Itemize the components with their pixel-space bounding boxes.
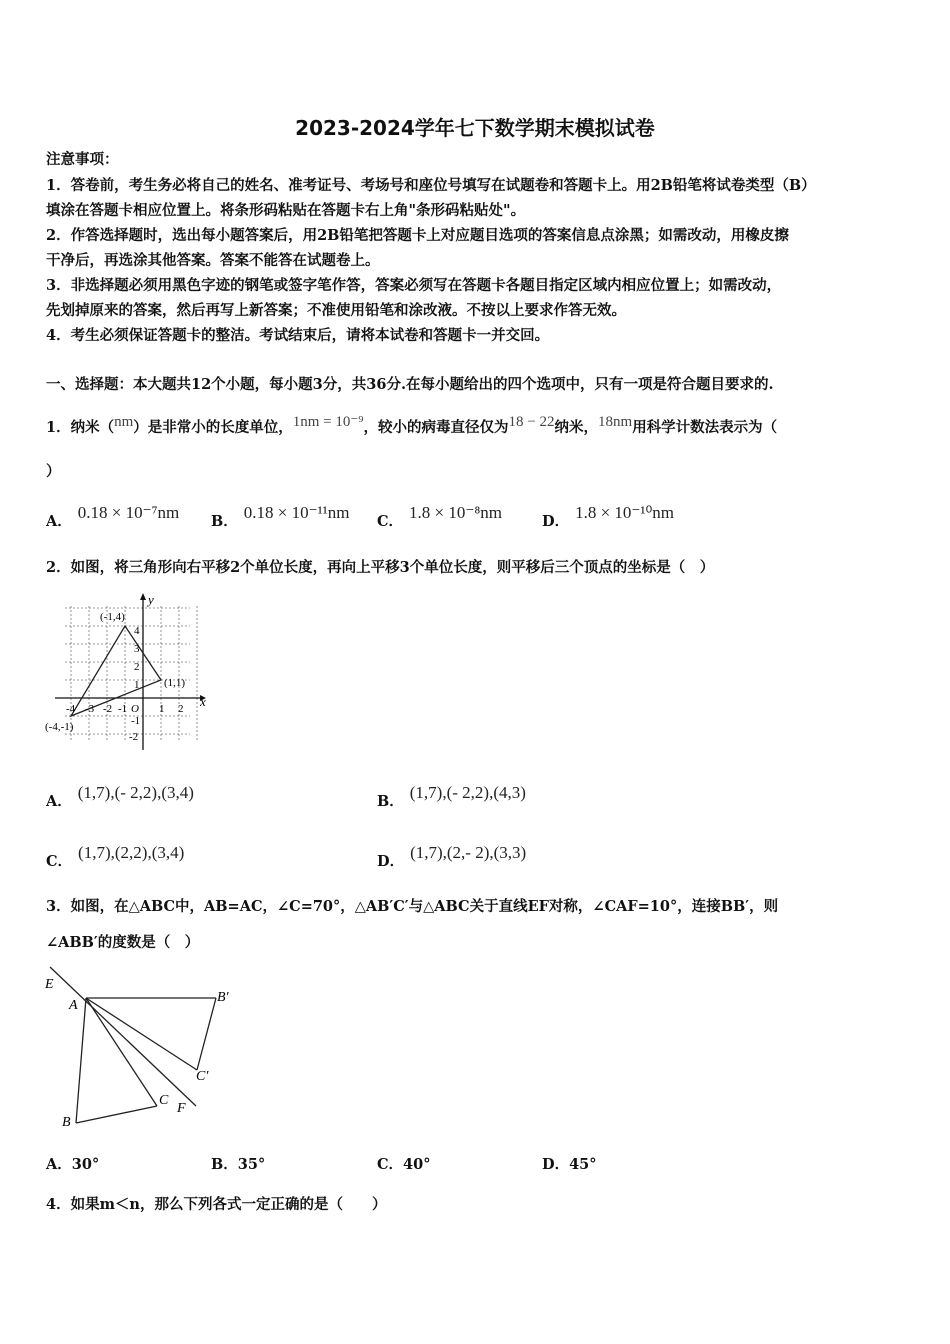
y-tick: -2 xyxy=(129,731,139,743)
option-letter: B． xyxy=(211,1156,238,1173)
option-letter: D． xyxy=(377,853,405,870)
y-tick: 4 xyxy=(134,625,140,637)
y-axis-label: y xyxy=(148,592,154,607)
x-tick: 2 xyxy=(178,703,184,715)
q1-math: 18 − 22 xyxy=(508,414,555,430)
vertex-label: (-1,4) xyxy=(100,611,125,623)
option-value: (1,7),(2,- 2),(3,3) xyxy=(410,843,527,862)
q1-math: 18nm xyxy=(598,414,633,430)
notice-line: 干净后，再选涂其他答案。答案不能答在试题卷上。 xyxy=(46,252,380,269)
notice-heading: 注意事项： xyxy=(46,151,119,168)
point-label-a: A xyxy=(69,998,78,1013)
y-tick: 3 xyxy=(134,643,140,655)
x-tick: -2 xyxy=(103,703,113,715)
notice-line: 填涂在答题卡相应位置上。将条形码粘贴在答题卡右上角"条形码粘贴处"。 xyxy=(46,202,526,219)
option-letter: A． xyxy=(46,793,72,810)
option-letter: C． xyxy=(377,513,404,530)
q1-option-a[interactable] xyxy=(46,503,180,531)
option-letter: D． xyxy=(542,1156,570,1173)
vertex-label: (1,1) xyxy=(164,677,186,689)
q1-option-b[interactable] xyxy=(211,503,350,531)
x-tick: 1 xyxy=(159,703,165,715)
option-letter: C． xyxy=(377,1156,404,1173)
option-value: 0.18 × 10⁻¹¹nm xyxy=(243,503,350,522)
option-value: 40° xyxy=(403,1156,431,1173)
y-tick: 1 xyxy=(134,679,140,691)
q2-option-a[interactable] xyxy=(46,783,194,811)
y-tick: 2 xyxy=(134,661,140,673)
question-1 xyxy=(46,412,777,438)
option-value: 0.18 × 10⁻⁷nm xyxy=(77,503,180,522)
x-tick: -3 xyxy=(85,703,95,715)
point-label-e: E xyxy=(45,977,54,992)
notice-line: 1．答卷前，考生务必将自己的姓名、准考证号、考场号和座位号填写在试题卷和答题卡上。用2B铅笔将试卷类型（B） xyxy=(46,177,816,194)
page-title: 2023-2024学年七下数学期末模拟试卷 xyxy=(295,116,655,140)
figure-lines xyxy=(50,967,216,1123)
coordinate-grid-figure xyxy=(40,590,210,755)
q1-text: 1．纳米（ xyxy=(46,418,115,436)
question-2: 2．如图，将三角形向右平移2个单位长度，再向上平移3个单位长度，则平移后三个顶点的坐标是（ ） xyxy=(46,559,715,576)
option-value: (1,7),(- 2,2),(3,4) xyxy=(77,783,194,802)
option-value: 45° xyxy=(569,1156,597,1173)
option-value: (1,7),(2,2),(3,4) xyxy=(78,843,185,862)
notice-line: 先划掉原来的答案，然后再写上新答案；不准使用铅笔和涂改液。不按以上要求作答无效。 xyxy=(46,302,626,319)
point-label-f: F xyxy=(177,1101,186,1116)
q1-math: nm xyxy=(114,414,134,430)
option-letter: A． xyxy=(46,1156,72,1173)
x-tick: -1 xyxy=(118,703,128,715)
x-tick: -4 xyxy=(66,703,76,715)
vertex-label: (-4,-1) xyxy=(45,721,74,733)
q2-option-b[interactable] xyxy=(377,783,526,811)
point-label-b: B xyxy=(62,1115,71,1130)
option-letter: B． xyxy=(377,793,404,810)
q2-option-c[interactable] xyxy=(46,843,185,871)
q1-text: 纳米， xyxy=(554,418,599,436)
option-letter: B． xyxy=(211,513,238,530)
point-label-b-prime: B′ xyxy=(217,990,229,1005)
notice-line: 2．作答选择题时，选出每小题答案后，用2B铅笔把答题卡上对应题目选项的答案信息点涂黑；如需改动，用橡皮擦 xyxy=(46,227,789,244)
q3-option-c[interactable] xyxy=(377,1153,430,1174)
q1-math: 1nm = 10⁻⁹ xyxy=(292,414,364,430)
origin-label: O xyxy=(131,703,139,715)
q1-text: ）是非常小的长度单位， xyxy=(133,418,293,436)
option-value: 35° xyxy=(237,1156,266,1173)
q1-option-d[interactable] xyxy=(542,503,675,531)
q1-text: 用科学计数法表示为（ xyxy=(632,418,778,436)
option-value: (1,7),(- 2,2),(4,3) xyxy=(409,783,526,802)
option-letter: D． xyxy=(542,513,570,530)
q3-option-d[interactable] xyxy=(542,1153,597,1174)
option-value: 1.8 × 10⁻⁸nm xyxy=(409,503,503,522)
x-axis-label: x xyxy=(200,694,206,709)
point-label-c: C xyxy=(159,1093,169,1108)
symmetry-triangle-figure xyxy=(40,960,240,1135)
q3-option-b[interactable] xyxy=(211,1153,265,1174)
question-3: 3．如图，在△ABC中，AB=AC，∠C=70°，△AB′C′与△ABC关于直线EF对称，∠CAF=10°，连接BB′，则 xyxy=(46,898,779,915)
q2-option-d[interactable] xyxy=(377,843,527,871)
option-value: 1.8 × 10⁻¹⁰nm xyxy=(575,503,675,522)
q1-text: ，较小的病毒直径仅为 xyxy=(363,418,509,436)
option-value: 30° xyxy=(71,1156,100,1173)
question-4: 4．如果m＜n，那么下列各式一定正确的是（ ） xyxy=(46,1196,387,1213)
q3-option-a[interactable] xyxy=(46,1153,99,1174)
q1-close-paren: ） xyxy=(46,463,61,480)
notice-line: 4．考生必须保证答题卡的整洁。考试结束后，请将本试卷和答题卡一并交回。 xyxy=(46,327,550,344)
option-letter: A． xyxy=(46,513,72,530)
notice-line: 3．非选择题必须用黑色字迹的钢笔或签字笔作答，答案必须写在答题卡各题目指定区域内相应位置上；如需改动， xyxy=(46,277,782,294)
option-letter: C． xyxy=(46,853,73,870)
q1-option-c[interactable] xyxy=(377,503,503,531)
y-tick: -1 xyxy=(131,715,141,727)
question-3-cont: ∠ABB′的度数是（ ） xyxy=(46,934,200,951)
point-label-c-prime: C′ xyxy=(196,1069,209,1084)
y-axis-arrow xyxy=(140,593,146,600)
section-heading: 一、选择题：本大题共12个小题，每小题3分，共36分.在每小题给出的四个选项中，只有一项是符合题目要求的. xyxy=(46,376,774,393)
